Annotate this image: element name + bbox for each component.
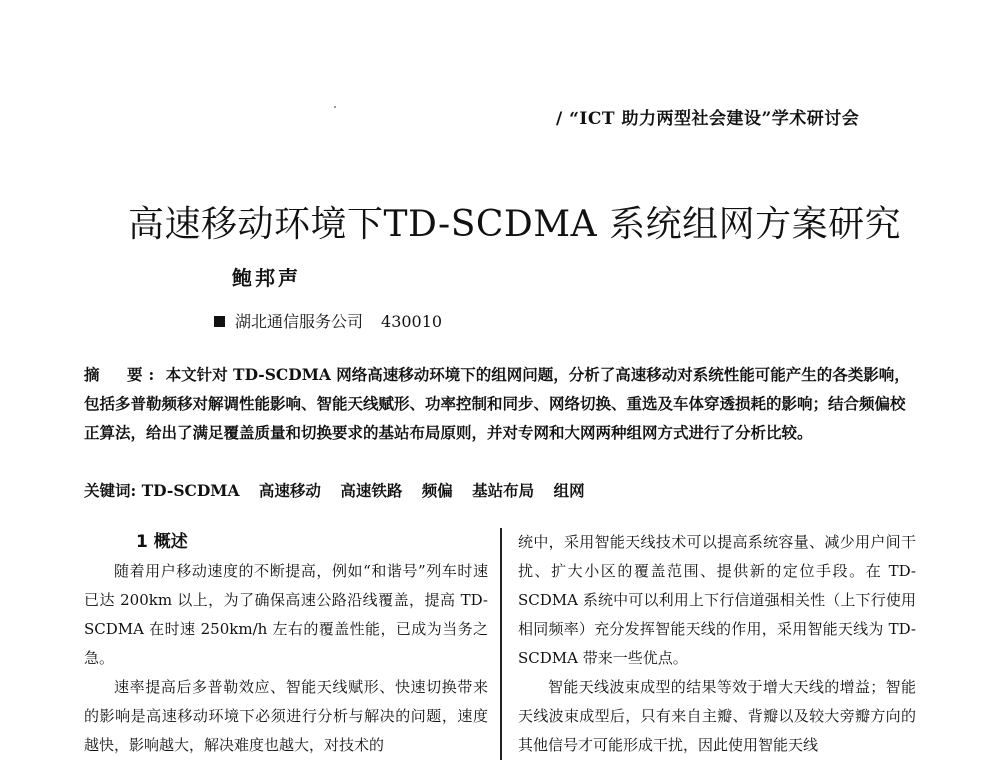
abstract-label: 摘 要: [84,365,161,384]
author-name: 鲍邦声 [232,266,301,290]
affiliation [214,309,442,332]
right-column [518,528,916,760]
section-heading: 1 概述 [136,532,188,552]
keyword: 组网 [553,481,585,500]
affiliation-zip: 430010 [381,312,443,331]
keyword: 高速铁路 [340,481,403,500]
square-bullet-icon [214,316,225,327]
scan-speck [334,106,336,108]
body-paragraph: 速率提高后多普勒效应、智能天线赋形、快速切换带来的影响是高速移动环境下必须进行分析与解决的问题，速度越快，影响越大，解决难度也越大，对技术的 [84,678,488,754]
keyword: 基站布局 [472,481,535,500]
keyword: TD-SCDMA [141,481,240,500]
keyword: 高速移动 [258,481,321,500]
left-column [84,528,488,760]
keywords [84,479,916,501]
body-paragraph: 智能天线波束成型的结果等效于增大天线的增益；智能天线波束成型后，只有来自主瓣、背瓣以及较大旁瓣方向的其他信号才可能形成干扰，因此使用智能天线 [518,678,916,754]
conference-header: / “ICT 助力两型社会建设”学术研讨会 [556,109,860,129]
abstract-text: 本文针对 TD-SCDMA 网络高速移动环境下的组网问题，分析了高速移动对系统性能可能产生的各类影响，包括多普勒频移对解调性能影响、智能天线赋形、功率控制和同步、网络切换、重选及车体穿透损耗的影响；结合频偏校正算法，给出了满足覆盖质量和切换要求的基站布局原则，并对专网和大网两种组网方式进行了分析比较。 [84,365,910,442]
abstract [84,360,916,447]
keyword: 频偏 [421,481,453,500]
paper-title: 高速移动环境下TD-SCDMA 系统组网方案研究 [128,204,902,245]
body-paragraph: 统中，采用智能天线技术可以提高系统容量、减少用户间干扰、扩大小区的覆盖范围、提供新的定位手段。在 TD-SCDMA 系统中可以利用上下行信道强相关性（上下行使用相同频率）充分发挥智能天线的作用，采用智能天线为 TD-SCDMA 带来一些优点。 [518,533,916,667]
body-paragraph: 随着用户移动速度的不断提高，例如“和谐号”列车时速已达 200km 以上，为了确保高速公路沿线覆盖，提高 TD-SCDMA 在时速 250km/h 左右的覆盖性能，已成为当务之急。 [84,562,488,667]
keywords-label: 关键词: [84,481,137,500]
column-divider [500,528,502,760]
affiliation-org: 湖北通信服务公司 [235,312,364,331]
